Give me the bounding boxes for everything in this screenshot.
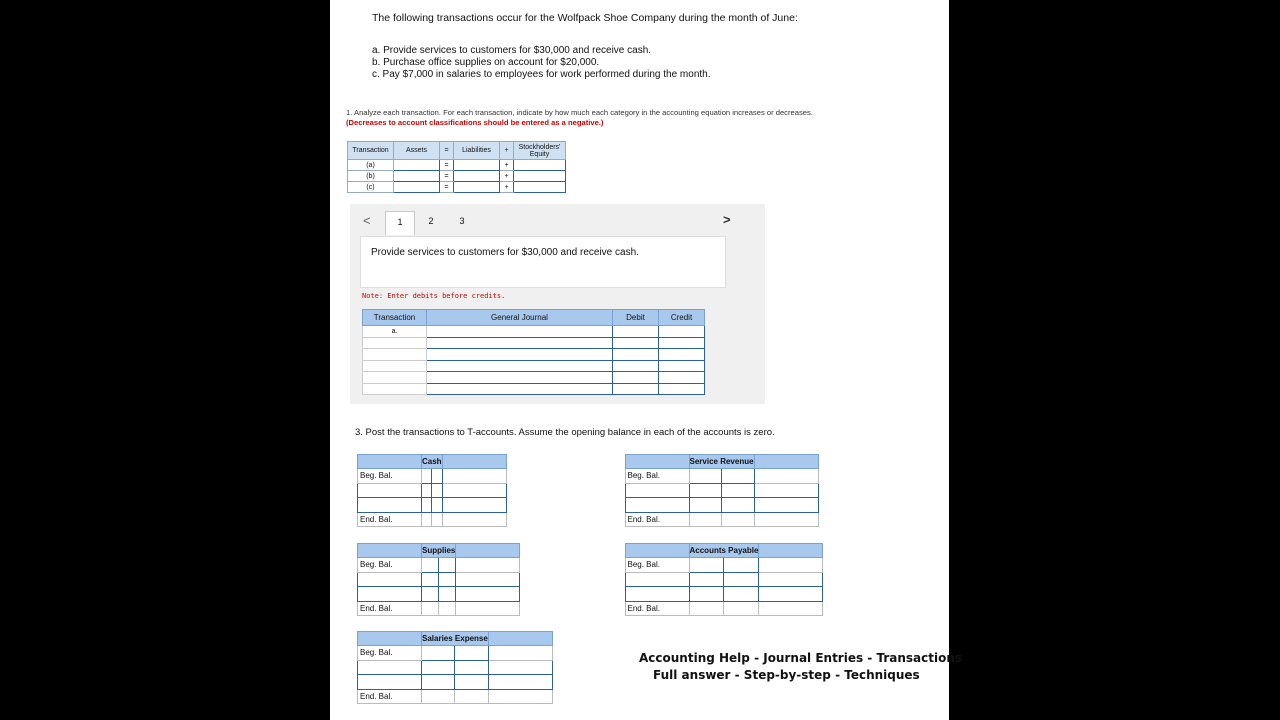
header-equals: =: [440, 142, 454, 160]
debit-label-input[interactable]: [358, 660, 422, 675]
t-account-title: Supplies: [422, 544, 456, 558]
t-account-title: Accounts Payable: [689, 544, 759, 558]
debit-input[interactable]: [422, 498, 432, 513]
credit-input[interactable]: [724, 558, 759, 573]
debit-input[interactable]: [613, 349, 659, 361]
credit-label-input[interactable]: [754, 498, 818, 513]
credit-input[interactable]: [659, 383, 705, 395]
question-3: 3. Post the transactions to T-accounts. Assume the opening balance in each of the accounts is zero.: [355, 427, 775, 438]
debit-input[interactable]: [613, 372, 659, 384]
account-select[interactable]: [427, 360, 613, 372]
t-account-salaries-expense: [357, 631, 553, 704]
credit-label-input[interactable]: [488, 675, 552, 690]
debit-input[interactable]: [689, 572, 724, 587]
equity-input[interactable]: [514, 160, 566, 171]
journal-row: [363, 349, 705, 361]
debit-input[interactable]: [689, 483, 722, 498]
credit-label-input[interactable]: [759, 572, 823, 587]
credit-input[interactable]: [722, 483, 755, 498]
header-assets: Assets: [394, 142, 440, 160]
debit-input[interactable]: [689, 469, 722, 484]
tab-2[interactable]: 2: [428, 216, 434, 226]
credit-label-input[interactable]: [442, 498, 506, 513]
credit-input[interactable]: [432, 469, 442, 484]
equals-sign: =: [440, 171, 454, 182]
header-transaction: Transaction: [363, 310, 427, 326]
debit-label-input[interactable]: [358, 498, 422, 513]
row-label: (a): [348, 160, 394, 171]
question-1-text: 1. Analyze each transaction. For each transaction, indicate by how much each category in the accounting equation increases or decreases.: [346, 108, 813, 117]
credit-label-input[interactable]: [456, 587, 520, 602]
header-credit: Credit: [659, 310, 705, 326]
promo-line-1: Accounting Help - Journal Entries - Transactions: [639, 651, 963, 665]
t-account-title: Salaries Expense: [422, 632, 489, 646]
debit-input[interactable]: [422, 483, 432, 498]
liabilities-input[interactable]: [454, 160, 500, 171]
credit-input[interactable]: [455, 660, 488, 675]
header-plus: +: [500, 142, 514, 160]
accounting-equation-table: [347, 141, 566, 193]
debit-label-input[interactable]: [625, 483, 689, 498]
row-label: (c): [348, 182, 394, 193]
account-select[interactable]: [427, 337, 613, 349]
t-account-title: Service Revenue: [689, 455, 754, 469]
header-debit: Debit: [613, 310, 659, 326]
credit-input[interactable]: [659, 349, 705, 361]
credit-label-input[interactable]: [442, 483, 506, 498]
credit-input[interactable]: [724, 572, 759, 587]
promo-line-2: Full answer - Step-by-step - Techniques: [653, 668, 920, 682]
transaction-a: a. Provide services to customers for $30,000 and receive cash.: [372, 45, 652, 56]
debit-label-input[interactable]: [625, 498, 689, 513]
debit-input[interactable]: [422, 646, 455, 661]
account-select[interactable]: [427, 326, 613, 338]
journal-note: Note: Enter debits before credits.: [362, 292, 506, 300]
debit-input[interactable]: [613, 383, 659, 395]
beg-bal-label: Beg. Bal.: [625, 558, 689, 573]
debit-input[interactable]: [422, 469, 432, 484]
credit-input[interactable]: [722, 469, 755, 484]
equity-input[interactable]: [514, 171, 566, 182]
assets-input[interactable]: [394, 171, 440, 182]
credit-input[interactable]: [432, 498, 442, 513]
credit-label-input[interactable]: [488, 660, 552, 675]
beg-bal-label: Beg. Bal.: [625, 469, 689, 484]
debit-input[interactable]: [422, 675, 455, 690]
general-journal-table: [362, 309, 705, 395]
header-equity: Stockholders' Equity: [514, 142, 566, 160]
t-account-title: Cash: [422, 455, 443, 469]
debit-label-input[interactable]: [358, 675, 422, 690]
journal-row: [363, 372, 705, 384]
promo-caption: [639, 650, 962, 684]
beg-bal-label: Beg. Bal.: [358, 646, 422, 661]
credit-input[interactable]: [724, 587, 759, 602]
previous-icon[interactable]: <: [363, 213, 371, 228]
credit-input[interactable]: [722, 498, 755, 513]
header-liabilities: Liabilities: [454, 142, 500, 160]
plus-sign: +: [500, 160, 514, 171]
liabilities-input[interactable]: [454, 171, 500, 182]
end-bal-label: End. Bal.: [358, 689, 422, 704]
question-1: [346, 108, 846, 128]
credit-input[interactable]: [659, 360, 705, 372]
credit-input[interactable]: [659, 337, 705, 349]
transaction-description: Provide services to customers for $30,000 and receive cash.: [360, 236, 726, 288]
equals-sign: =: [440, 182, 454, 193]
credit-label-input[interactable]: [754, 483, 818, 498]
assets-input[interactable]: [394, 182, 440, 193]
credit-input[interactable]: [659, 326, 705, 338]
t-account-cash: [357, 454, 507, 527]
debit-input[interactable]: [422, 572, 439, 587]
debit-input[interactable]: [613, 337, 659, 349]
equity-input[interactable]: [514, 182, 566, 193]
credit-input[interactable]: [432, 483, 442, 498]
debit-label-input[interactable]: [625, 587, 689, 602]
debit-input[interactable]: [689, 587, 724, 602]
equals-sign: =: [440, 160, 454, 171]
row-label: (b): [348, 171, 394, 182]
beg-bal-label: Beg. Bal.: [358, 558, 422, 573]
debit-input[interactable]: [422, 660, 455, 675]
next-icon[interactable]: >: [723, 212, 731, 227]
tab-1[interactable]: 1: [385, 211, 415, 235]
credit-input[interactable]: [455, 646, 488, 661]
debit-input[interactable]: [613, 360, 659, 372]
debit-input[interactable]: [689, 558, 724, 573]
account-select[interactable]: [427, 372, 613, 384]
credit-input[interactable]: [659, 372, 705, 384]
assets-input[interactable]: [394, 160, 440, 171]
credit-label-input[interactable]: [759, 587, 823, 602]
header-general-journal: General Journal: [427, 310, 613, 326]
journal-panel: [350, 204, 765, 404]
end-bal-label: End. Bal.: [625, 512, 689, 527]
credit-input[interactable]: [439, 572, 456, 587]
worksheet-page: [330, 0, 949, 720]
journal-row: [363, 360, 705, 372]
transaction-c: c. Pay $7,000 in salaries to employees for work performed during the month.: [372, 69, 711, 80]
debit-label-input[interactable]: [358, 483, 422, 498]
question-1-note: (Decreases to account classifications should be entered as a negative.): [346, 118, 604, 127]
credit-input[interactable]: [439, 558, 456, 573]
tab-3[interactable]: 3: [459, 216, 465, 226]
beg-bal-label: Beg. Bal.: [358, 469, 422, 484]
t-account-supplies: [357, 543, 520, 616]
liabilities-input[interactable]: [454, 182, 500, 193]
transaction-b: b. Purchase office supplies on account for $20,000.: [372, 57, 600, 68]
debit-label-input[interactable]: [625, 572, 689, 587]
debit-label-input[interactable]: [358, 572, 422, 587]
journal-row: [363, 383, 705, 395]
journal-row: [363, 337, 705, 349]
journal-row: [363, 326, 705, 338]
debit-label-input[interactable]: [358, 587, 422, 602]
end-bal-label: End. Bal.: [358, 601, 422, 616]
account-select[interactable]: [427, 383, 613, 395]
debit-input[interactable]: [613, 326, 659, 338]
end-bal-label: End. Bal.: [358, 512, 422, 527]
debit-input[interactable]: [689, 498, 722, 513]
t-account-accounts-payable: [615, 543, 823, 616]
header-transaction: Transaction: [348, 142, 394, 160]
credit-input[interactable]: [455, 675, 488, 690]
debit-input[interactable]: [422, 558, 439, 573]
t-account-service-revenue: [615, 454, 819, 527]
plus-sign: +: [500, 171, 514, 182]
plus-sign: +: [500, 182, 514, 193]
debit-input[interactable]: [422, 587, 439, 602]
end-bal-label: End. Bal.: [625, 601, 689, 616]
credit-label-input[interactable]: [456, 572, 520, 587]
intro-text: The following transactions occur for the Wolfpack Shoe Company during the month of June:: [372, 12, 798, 24]
credit-input[interactable]: [439, 587, 456, 602]
row-label: a.: [363, 326, 427, 338]
account-select[interactable]: [427, 349, 613, 361]
